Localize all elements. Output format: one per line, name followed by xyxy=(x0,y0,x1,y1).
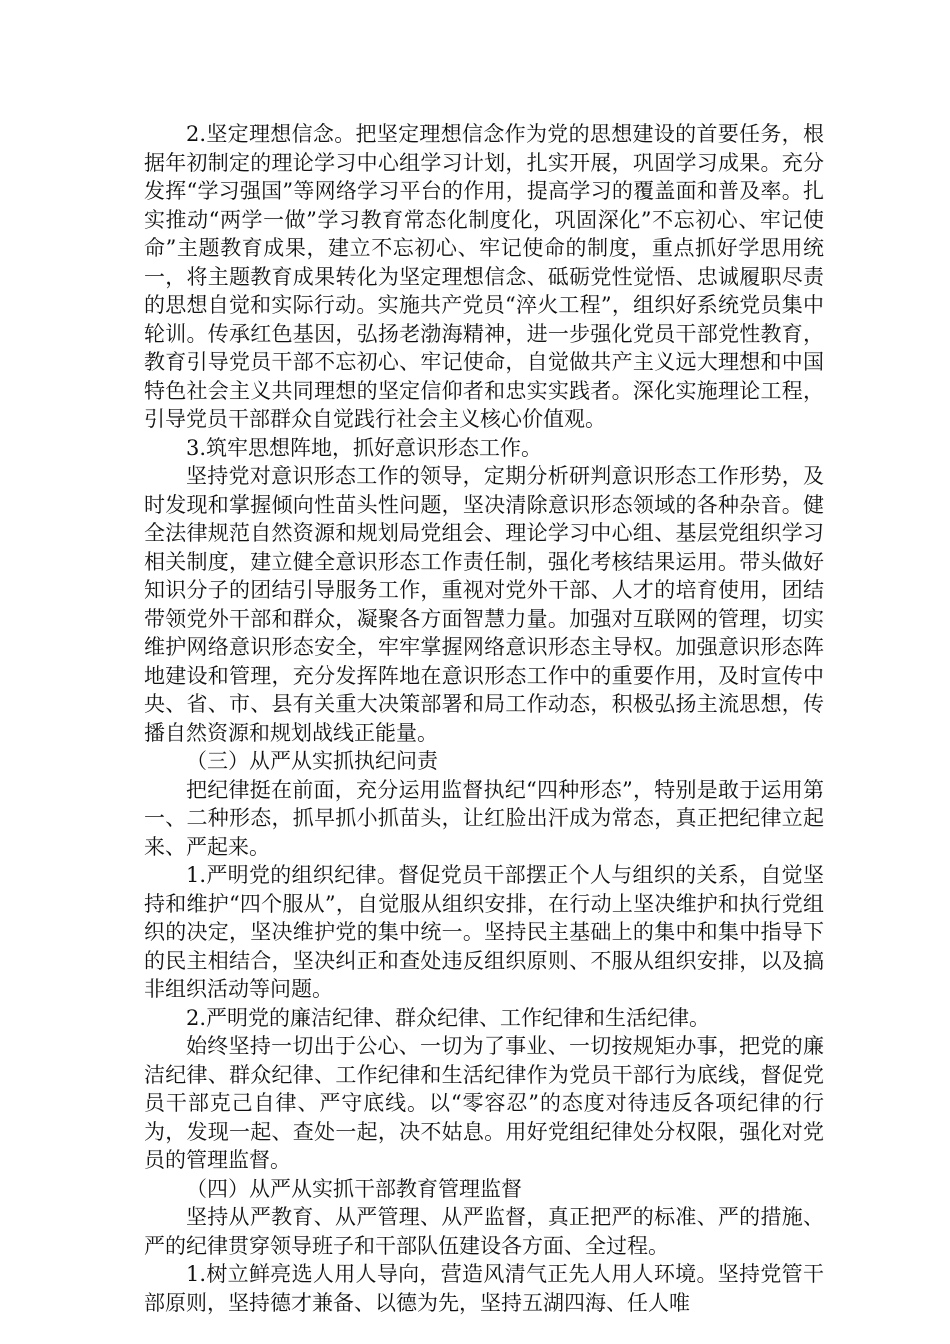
section-heading-cadre-management: （四）从严从实抓干部教育管理监督 xyxy=(186,1176,522,1201)
paragraph-ideal-belief: 2.坚定理想信念。把坚定理想信念作为党的思想建设的首要任务，根据年初制定的理论学习中心组学习计划，扎实开展，巩固学习成果。充分发挥“学习强国”等网络学习平台的作用，提高学习的覆盖面和普及率。扎实推动“两学一做”学习教育常态化制度化，巩固深化”不忘初心、牢记使命”主题教育成果，建立不忘初心、牢记使命的制度，重点抓好学思用统一，将主题教育成果转化为坚定理想信念、砥砺党性觉悟、忠诚履职尽责的思想自觉和实际行动。实施共产党员“淬火工程”，组织好系统党员集中轮训。传承红色基因，弘扬老渤海精神，进一步强化党员干部党性教育，教育引导党员干部不忘初心、牢记使命，自觉做共产主义远大理想和中国特色社会主义共同理想的坚定信仰者和忠实实践者。深化实施理论工程，引导党员干部群众自觉践行社会主义核心价值观。 xyxy=(144,122,824,431)
paragraph-selection-orientation: 1.树立鲜亮选人用人导向，营造风清气正先人用人环境。坚持党管干部原则，坚持德才兼备、以德为先，坚持五湖四海、任人唯 xyxy=(144,1262,824,1315)
paragraph-cadre-management: 坚持从严教育、从严管理、从严监督，真正把严的标准、严的措施、严的纪律贯穿领导班子和干部队伍建设各方面、全过程。 xyxy=(144,1205,824,1258)
document-page xyxy=(144,120,824,1317)
section-heading-discipline: （三）从严从实抓执纪问责 xyxy=(186,749,438,773)
paragraph-integrity-discipline-heading: 2.严明党的廉洁纪律、群众纪律、工作纪律和生活纪律。 xyxy=(186,1005,711,1030)
paragraph-ideology-heading: 3.筑牢思想阵地，抓好意识形态工作。 xyxy=(186,435,543,460)
paragraph-integrity-discipline: 始终坚持一切出于公心、一切为了事业、一切按规矩办事，把党的廉洁纪律、群众纪律、工作纪律和生活纪律作为党员干部行为底线，督促党员干部克己自律、严守底线。以“零容忍”的态度对待违反各项纪律的行为，发现一起、查处一起，决不姑息。用好党组纪律处分权限，强化对党员的管理监督。 xyxy=(144,1034,824,1172)
paragraph-discipline-intro: 把纪律挺在前面，充分运用监督执纪“四种形态”，特别是敢于运用第一、二种形态，抓早抓小抓苗头，让红脸出汗成为常态，真正把纪律立起来、严起来。 xyxy=(144,777,824,859)
paragraph-organizational-discipline: 1.严明党的组织纪律。督促党员干部摆正个人与组织的关系，自觉坚持和维护“四个服从”，自觉服从组织安排，在行动上坚决维护和执行党组织的决定，坚决维护党的集中统一。坚持民主基础上的集中和集中指导下的民主相结合，坚决纠正和查处违反组织原则、不服从组织安排，以及搞非组织活动等问题。 xyxy=(144,863,824,1001)
paragraph-ideology-work: 坚持党对意识形态工作的领导，定期分析研判意识形态工作形势，及时发现和掌握倾向性苗头性问题，坚决清除意识形态领域的各种杂音。健全法律规范自然资源和规划局党组会、理论学习中心组、基层党组织学习相关制度，建立健全意识形态工作责任制，强化考核结果运用。带头做好知识分子的团结引导服务工作，重视对党外干部、人才的培育使用，团结带领党外干部和群众，凝聚各方面智慧力量。加强对互联网的管理，切实维护网络意识形态安全，牢牢掌握网络意识形态主导权。加强意识形态阵地建设和管理，充分发挥阵地在意识形态工作中的重要作用，及时宣传中央、省、市、县有关重大决策部署和局工作动态，积极弘扬主流思想，传播自然资源和规划战线正能量。 xyxy=(144,464,824,745)
